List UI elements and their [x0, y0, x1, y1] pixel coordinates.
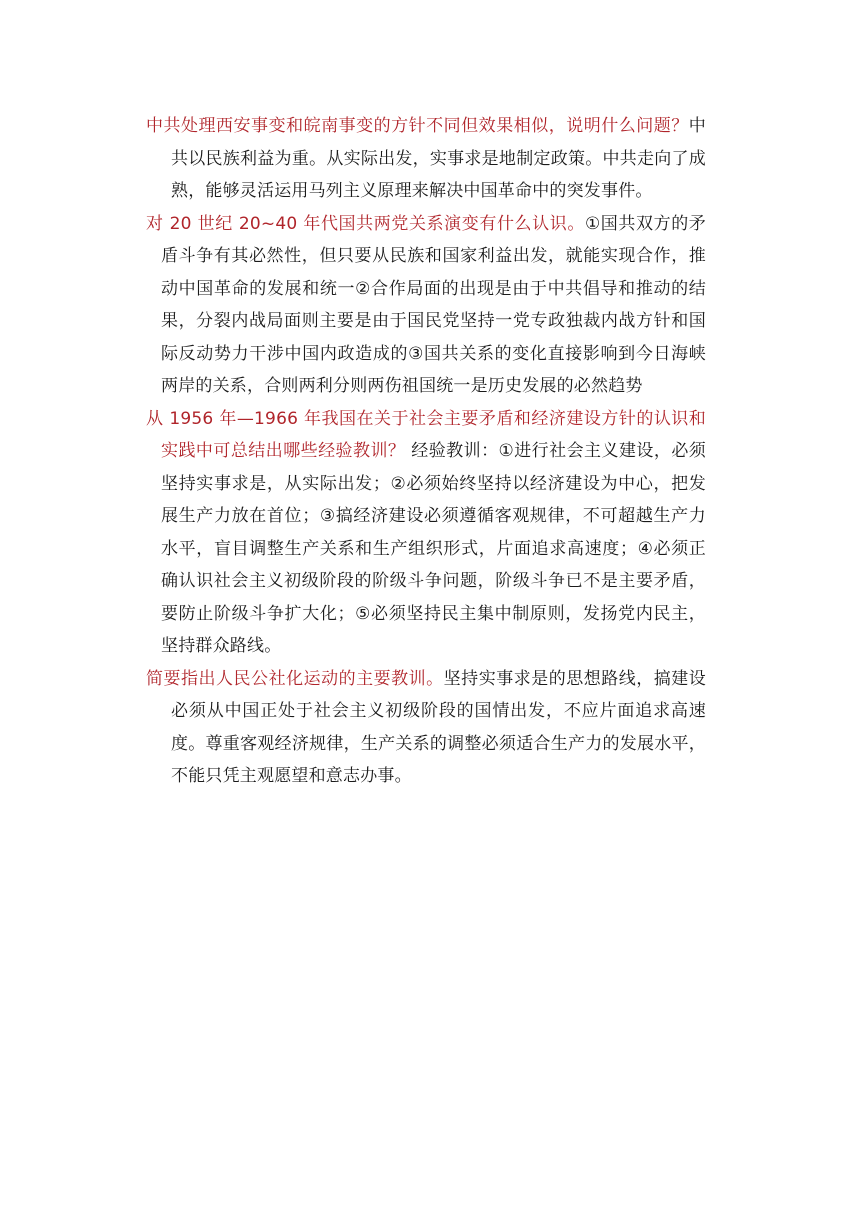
qa-item-kmt-cpc-relations [146, 208, 706, 403]
answer-text: 经验教训：①进行社会主义建设，必须坚持实事求是，从实际出发；②必须始终坚持以经济建设为中心，把发展生产力放在首位；③搞经济建设必须遵循客观规律，不可超越生产力水平，盲目调整生产关系和生产组织形式，片面追求高速度；④必须正确认识社会主义初级阶段的阶级斗争问题，阶级斗争已不是主要矛盾，要防止阶级斗争扩大化；⑤必须坚持民主集中制原则，发扬党内民主，坚持群众路线。 [161, 441, 706, 656]
question-text: 简要指出人民公社化运动的主要教训。 [146, 668, 444, 689]
document-body [146, 110, 706, 793]
answer-text: 坚持实事求是的思想路线，搞建设必须从中国正处于社会主义初级阶段的国情出发，不应片面追求高速度。尊重客观经济规律，生产关系的调整必须适合生产力的发展水平，不能只凭主观愿望和意志办事。 [171, 668, 707, 786]
answer-text: ①国共双方的矛盾斗争有其必然性，但只要从民族和国家利益出发，就能实现合作，推动中国革命的发展和统一②合作局面的出现是由于中共倡导和推动的结果，分裂内战局面则主要是由于国民党坚持一党专政独裁内战方针和国际反动势力干涉中国内政造成的③国共关系的变化直接影响到今日海峡两岸的关系，合则两利分则两伤祖国统一是历史发展的必然趋势 [161, 213, 706, 396]
qa-item-xian-wannan [146, 110, 706, 208]
answer-text: 中共以民族利益为重。从实际出发，实事求是地制定政策。中共走向了成熟，能够灵活运用马列主义原理来解决中国革命中的突发事件。 [171, 116, 706, 201]
question-text: 中共处理西安事变和皖南事变的方针不同但效果相似，说明什么问题？ [146, 116, 689, 136]
question-text: 从 1956 年—1966 年我国在关于社会主要矛盾和经济建设方针的认识和实践中可总结出哪些经验教训？ [146, 408, 706, 461]
qa-item-1956-1966-lessons [146, 403, 706, 663]
question-text: 对 20 世纪 20~40 年代国共两党关系演变有什么认识。 [146, 213, 585, 234]
qa-item-peoples-commune [146, 663, 706, 793]
